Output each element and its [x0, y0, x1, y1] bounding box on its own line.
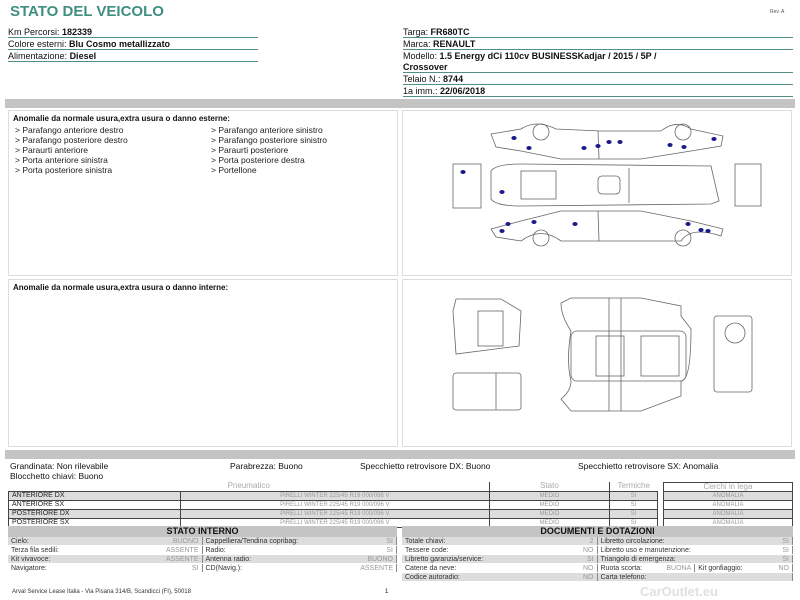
keyblock-status: Blocchetto chiavi: Buono [10, 471, 104, 481]
tire-position: ANTERIORE SX [9, 500, 181, 509]
list-item: > Paraurti posteriore [211, 145, 289, 155]
info-label: Triangolo di emergenza: [600, 556, 676, 563]
hail-status: Grandinata: Non rilevabile [10, 461, 109, 471]
info-label: Libretto garanzia/service: [405, 556, 484, 563]
info-value: BUONO [367, 556, 393, 563]
brand-value: RENAULT [433, 39, 476, 49]
damage-marker [499, 229, 504, 233]
color-label: Colore esterni: [8, 39, 67, 49]
internal-state-section [8, 526, 397, 573]
tire-position: ANTERIORE DX [9, 491, 181, 500]
info-value: SI [782, 547, 789, 554]
tire-row [9, 500, 658, 509]
watermark-logo: CarOutlet.eu [640, 584, 719, 599]
info-label: Libretto circolazione: [600, 538, 665, 545]
damage-marker [681, 145, 686, 149]
info-cell [8, 537, 203, 545]
info-label: Navigatore: [11, 565, 47, 572]
damage-marker [460, 170, 465, 174]
info-label: Codice autoradio: [405, 574, 460, 581]
info-cell [598, 564, 696, 572]
model-value-cont: Crossover [403, 62, 448, 72]
info-row [8, 546, 397, 555]
tire-position: POSTERIORE SX [9, 518, 181, 527]
damage-marker [705, 229, 710, 233]
info-value: NO [583, 547, 594, 554]
section-divider [5, 99, 795, 108]
info-label: Antenna radio: [205, 556, 252, 563]
list-item: > Parafango anteriore destro [15, 125, 124, 135]
list-item: > Parafango posteriore destro [15, 135, 128, 145]
mirror-dx-status: Specchietto retrovisore DX: Buono [360, 461, 491, 471]
info-label: Ruota scorta: [600, 565, 643, 572]
rim-state: ANOMALIA [664, 519, 793, 528]
info-label: Radio: [205, 547, 226, 554]
rim-row [664, 501, 793, 510]
info-value: NO [583, 565, 594, 572]
info-label: Terza fila sedili: [11, 547, 59, 554]
info-cell [402, 564, 598, 572]
tire-row [9, 509, 658, 518]
damage-marker [617, 140, 622, 144]
color-value: Blu Cosmo metallizzato [69, 39, 171, 49]
tire-thermal: SI [609, 500, 657, 509]
state-header: Stato [489, 482, 609, 491]
mirror-sx-status: Specchietto retrovisore SX: Anomalia [578, 461, 719, 471]
damage-marker [698, 228, 703, 232]
plate-label: Targa: [403, 27, 429, 37]
model-field [403, 51, 793, 62]
damage-marker [711, 137, 716, 141]
info-value: SI [586, 556, 594, 563]
info-value: SI [782, 538, 789, 545]
registration-label: 1a imm.: [403, 86, 438, 96]
exterior-diagram-panel [402, 110, 792, 276]
list-item: > Porta anteriore sinistra [15, 155, 108, 165]
car-interior-diagram [403, 280, 793, 448]
info-cell [695, 564, 793, 572]
damage-marker [511, 136, 516, 140]
registration-field [403, 86, 793, 97]
damage-marker [581, 146, 586, 150]
info-cell [598, 555, 794, 563]
color-field [8, 39, 258, 50]
list-item: > Portellone [211, 165, 257, 175]
tire-thermal: SI [609, 518, 657, 527]
info-row [402, 573, 793, 582]
tire-spec: PIRELLI WINTER 225/45 R19 000/096 V [180, 518, 489, 527]
rim-row [664, 492, 793, 501]
model-value: 1.5 Energy dCi 110cv BUSINESSKadjar / 2015 / 5P / [439, 51, 657, 61]
footer-address: Arval Service Lease Italia - Via Pisana 314/B, Scandicci (FI), 50018 [12, 589, 191, 595]
tire-spec: PIRELLI WINTER 225/45 R19 000/096 V [180, 509, 489, 518]
info-value: ASSENTE [360, 565, 393, 572]
info-value: SI [386, 538, 393, 545]
rim-row [664, 510, 793, 519]
tire-spec: PIRELLI WINTER 225/45 R19 000/096 V [180, 500, 489, 509]
tire-state: MEDIO [489, 518, 609, 527]
info-label: Cielo: [11, 538, 29, 545]
info-row [8, 564, 397, 573]
info-value: BUONA [666, 565, 692, 572]
documents-section [402, 526, 793, 582]
info-value: SI [386, 547, 393, 554]
chassis-label: Telaio N.: [403, 74, 441, 84]
interior-anomalies-panel [8, 279, 398, 447]
tire-position: POSTERIORE DX [9, 509, 181, 518]
tire-state: MEDIO [489, 491, 609, 500]
list-item: > Porta posteriore sinistra [15, 165, 113, 175]
info-row [402, 537, 793, 546]
info-row [8, 555, 397, 564]
rim-state: ANOMALIA [664, 501, 793, 510]
chassis-field [403, 74, 793, 85]
info-cell [203, 546, 398, 554]
damage-marker [499, 190, 504, 194]
tire-thermal: SI [609, 509, 657, 518]
info-cell [203, 537, 398, 545]
info-row [402, 546, 793, 555]
info-cell [402, 573, 598, 581]
info-cell [598, 537, 794, 545]
interior-diagram-panel [402, 279, 792, 447]
info-row [402, 555, 793, 564]
info-label: Catene da neve: [405, 565, 457, 572]
list-item: > Parafango anteriore sinistro [211, 125, 323, 135]
info-label: Carta telefono: [600, 574, 647, 581]
car-exterior-diagram [403, 111, 793, 277]
fuel-label: Alimentazione: [8, 51, 68, 61]
tire-state: MEDIO [489, 500, 609, 509]
exterior-anomalies-panel [8, 110, 398, 276]
damage-marker [606, 140, 611, 144]
tire-thermal: SI [609, 491, 657, 500]
info-label: Libretto uso e manutenzione: [600, 547, 691, 554]
info-cell [598, 546, 794, 554]
info-cell [8, 546, 203, 554]
list-item: > Parafango posteriore sinistro [211, 135, 327, 145]
km-value: 182339 [62, 27, 93, 37]
tire-row [9, 491, 658, 500]
list-item: > Porta posteriore destra [211, 155, 305, 165]
tire-header: Pneumatico [9, 482, 490, 491]
documents-title: DOCUMENTI E DOTAZIONI [402, 526, 793, 537]
info-cell [402, 555, 598, 563]
fuel-value: Diesel [69, 51, 97, 61]
section-divider [5, 450, 795, 459]
chassis-value: 8744 [443, 74, 464, 84]
brand-label: Marca: [403, 39, 431, 49]
exterior-anomalies-title: Anomalie da normale usura,extra usura o danno esterne: [13, 114, 230, 123]
windshield-status: Parabrezza: Buono [230, 461, 303, 471]
damage-marker [526, 146, 531, 150]
damage-marker [572, 222, 577, 226]
interior-anomalies-title: Anomalie da normale usura,extra usura o danno interne: [13, 283, 229, 292]
info-cell [203, 564, 398, 572]
damage-marker [595, 144, 600, 148]
rim-header: Cerchi in lega [664, 483, 793, 492]
info-label: Cappelliera/Tendina copribag: [205, 538, 299, 545]
info-cell [8, 555, 203, 563]
list-item: > Paraurti anteriore [15, 145, 88, 155]
km-label: Km Percorsi: [8, 27, 60, 37]
info-value: BUONO [172, 538, 199, 545]
plate-value: FR680TC [430, 27, 470, 37]
info-label: Kit vivavoce: [11, 556, 51, 563]
registration-value: 22/06/2018 [440, 86, 486, 96]
info-value: 2 [589, 538, 594, 545]
model-label: Modello: [403, 51, 438, 61]
info-cell [402, 546, 598, 554]
info-value: SI [782, 556, 789, 563]
page-title: STATO DEL VEICOLO [10, 3, 164, 20]
fuel-field [8, 51, 258, 62]
damage-marker [667, 143, 672, 147]
info-value: SI [191, 565, 199, 572]
tire-table [8, 482, 658, 528]
info-cell [598, 573, 794, 581]
damage-marker [505, 222, 510, 226]
info-cell [402, 537, 598, 545]
info-label: Kit gonfiaggio: [698, 565, 743, 572]
info-value: NO [583, 574, 594, 581]
plate-field [403, 27, 793, 38]
tire-spec: PIRELLI WINTER 225/45 R19 000/096 V [180, 491, 489, 500]
tire-state: MEDIO [489, 509, 609, 518]
damage-marker [685, 222, 690, 226]
info-cell [8, 564, 203, 572]
info-label: Totale chiavi: [405, 538, 446, 545]
model-field-cont [403, 62, 793, 73]
thermal-header: Termiche [617, 481, 650, 491]
info-value: ASSENTE [165, 547, 199, 554]
page-number: 1 [385, 589, 389, 595]
rim-state: ANOMALIA [664, 492, 793, 501]
rim-state: ANOMALIA [664, 510, 793, 519]
revision-label: Rev. A [770, 9, 785, 15]
km-field [8, 27, 258, 38]
info-row [402, 564, 793, 573]
info-value: NO [778, 565, 789, 572]
info-value: ASSENTE [165, 556, 199, 563]
info-row [8, 537, 397, 546]
rim-table [663, 482, 793, 528]
info-label: Tessere code: [405, 547, 449, 554]
exterior-anomalies-list [15, 125, 401, 175]
brand-field [403, 39, 793, 50]
info-cell [203, 555, 398, 563]
damage-marker [531, 220, 536, 224]
internal-state-title: STATO INTERNO [8, 526, 397, 537]
info-label: CD(Navig.): [205, 565, 243, 572]
